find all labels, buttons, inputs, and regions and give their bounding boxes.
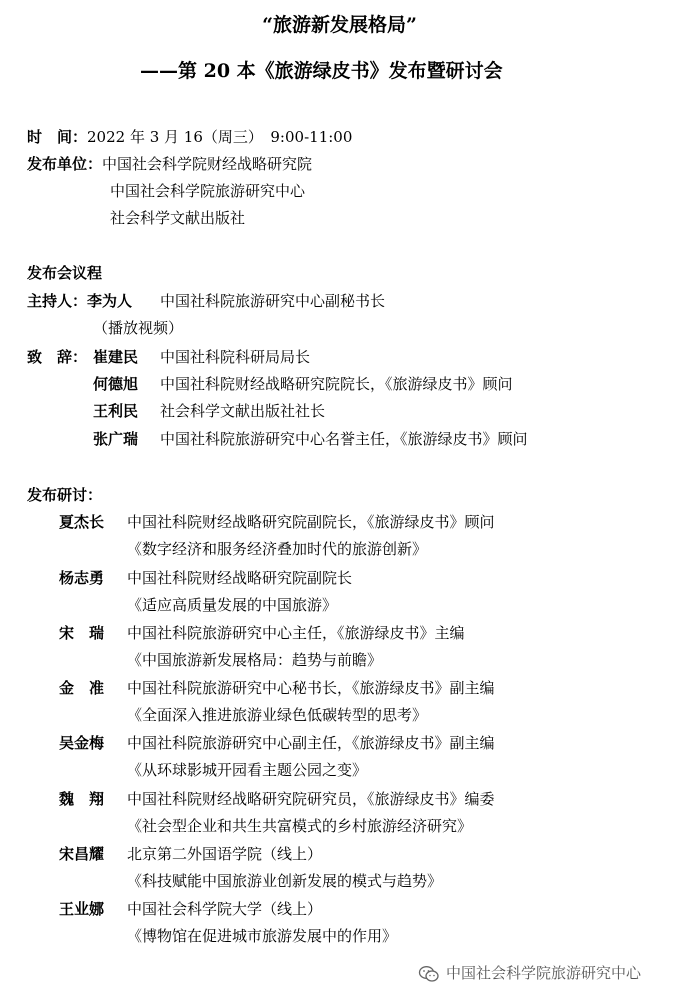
wechat-icon (418, 965, 440, 983)
research-topic: 《全面深入推进旅游业绿色低碳转型的思考》 (127, 706, 428, 724)
research-topic: 《社会型企业和共生共富模式的乡村旅游经济研究》 (127, 817, 473, 835)
research-topic: 《从环球影城开园看主题公园之变》 (127, 761, 368, 779)
speaker-title: 中国社科院财经战略研究院院长，《旅游绿皮书》顾问 (160, 375, 513, 393)
host-note: （播放视频） (93, 319, 184, 337)
watermark-text: 中国社会科学院旅游研究中心 (446, 964, 642, 982)
research-speaker-name: 吴金梅 (59, 734, 105, 752)
time-row (27, 127, 352, 147)
research-speaker-name: 金 准 (59, 679, 105, 697)
research-speaker-title: 北京第二外国语学院（线上） (127, 845, 323, 863)
research-topic: 《数字经济和服务经济叠加时代的旅游创新》 (127, 540, 428, 558)
research-speaker-name: 夏杰长 (59, 513, 105, 531)
speaker-name: 王利民 (93, 402, 139, 420)
speaker-title: 中国社科院科研局局长 (160, 348, 311, 366)
speaker-name: 崔建民 (93, 348, 139, 366)
research-speaker-name: 杨志勇 (59, 569, 105, 587)
research-speaker-title: 中国社科院财经战略研究院副院长 (127, 569, 353, 587)
watermark (418, 962, 641, 983)
time-label: 时 间： (27, 128, 88, 146)
research-speaker-name: 宋 瑞 (59, 624, 105, 642)
speaker-name: 张广瑞 (93, 430, 139, 448)
agenda-heading: 发布会议程 (27, 264, 103, 282)
title-line-2: ——第 20 本《旅游绿皮书》发布暨研讨会 (140, 60, 503, 82)
research-heading: 发布研讨： (27, 486, 103, 504)
speaker-name: 何德旭 (93, 375, 139, 393)
time-value: 2022 年 3 月 16（周三） 9:00-11:00 (87, 128, 353, 146)
research-topic: 《博物馆在促进城市旅游发展中的作用》 (127, 927, 398, 945)
publisher-row-1 (27, 154, 312, 174)
speaker-title: 中国社科院旅游研究中心名誉主任，《旅游绿皮书》顾问 (160, 430, 528, 448)
speaker-title: 社会科学文献出版社社长 (160, 402, 326, 420)
research-topic: 《中国旅游新发展格局：趋势与前瞻》 (127, 651, 383, 669)
research-speaker-title: 中国社科院旅游研究中心副主任，《旅游绿皮书》副主编 (127, 734, 495, 752)
publisher-item: 社会科学文献出版社 (110, 209, 246, 227)
research-topic: 《适应高质量发展的中国旅游》 (127, 596, 338, 614)
research-speaker-name: 魏 翔 (59, 790, 105, 808)
research-speaker-title: 中国社科院旅游研究中心秘书长，《旅游绿皮书》副主编 (127, 679, 495, 697)
research-speaker-title: 中国社科院旅游研究中心主任，《旅游绿皮书》主编 (127, 624, 465, 642)
host-row (27, 291, 132, 311)
research-speaker-title: 中国社科院财经战略研究院研究员，《旅游绿皮书》编委 (127, 790, 495, 808)
research-speaker-name: 宋昌耀 (59, 845, 105, 863)
publishers-label: 发布单位： (27, 155, 103, 173)
speeches-label: 致 辞： (27, 348, 88, 366)
host-label: 主持人： (27, 292, 88, 310)
research-speaker-title: 中国社科院财经战略研究院副院长，《旅游绿皮书》顾问 (127, 513, 495, 531)
research-speaker-title: 中国社会科学院大学（线上） (127, 900, 323, 918)
host-name: 李为人 (87, 292, 133, 310)
host-title: 中国社科院旅游研究中心副秘书长 (160, 292, 386, 310)
title-line-1: “旅游新发展格局” (262, 14, 417, 36)
publisher-item: 中国社会科学院旅游研究中心 (110, 182, 306, 200)
publisher-item: 中国社会科学院财经战略研究院 (102, 155, 313, 173)
research-topic: 《科技赋能中国旅游业创新发展的模式与趋势》 (127, 872, 443, 890)
research-speaker-name: 王业娜 (59, 900, 105, 918)
